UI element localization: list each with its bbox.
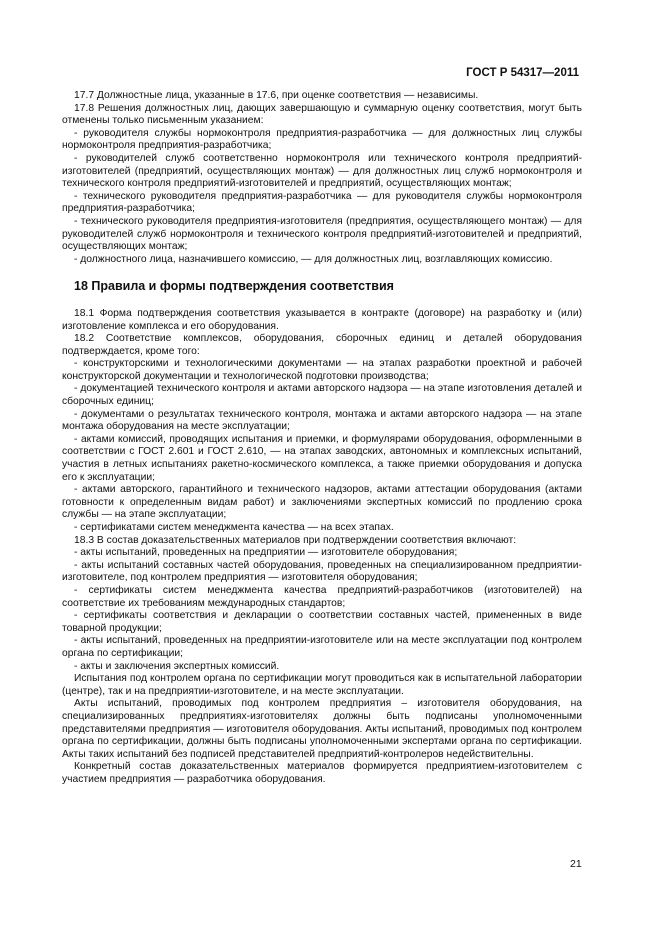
paragraph: 17.7 Должностные лица, указанные в 17.6, при оценке соответствия — независимы. (74, 90, 479, 101)
paragraph: Конкретный состав доказательственных материалов формируется предприятием-изготовителем с участием предприятия — разработчика оборудования. (62, 761, 582, 785)
list-item: - акты испытаний составных частей оборудования, проведенных на специализированном предприятии-изготовителе, под контролем предприятия — изготовителя оборудования; (62, 559, 582, 584)
list-item: - актами авторского, гарантийного и технического надзоров, актами аттестации оборудования (актами готовности к определенным видам работ) и заключениями экспертных комиссий по продлению срока службы — на этапе эксплуатации; (62, 484, 582, 521)
list-item: - акты испытаний, проведенных на предприятии-изготовителе или на месте эксплуатации под контролем органа по сертификации; (62, 635, 582, 659)
list-item: - руководителя службы нормоконтроля предприятия-разработчика — для должностных лиц службы нормоконтроля предприятия-разработчика; (62, 127, 582, 152)
paragraph: 18.1 Форма подтверждения соответствия указывается в контракте (договоре) на разработку и (или) изготовление комплекса и его оборудования. (62, 307, 582, 332)
paragraph: Акты испытаний, проводимых под контролем предприятия – изготовителя оборудования, на специализированных предприятиях-изготовителях должны быть подписаны уполномоченными представителями предприятия — изготовителя оборудования. Акты испытаний, проводимых под контролем органа по сертификации, должны быть подписаны уполномоченными экспертами органа по сертификации. Акты таких испытаний без подписей представителей предприятий-контролеров недействительны. (62, 698, 582, 760)
paragraph: Испытания под контролем органа по сертификации могут проводиться как в испытательной лаборатории (центре), так и на предприятии-изготовителе, и на месте эксплуатации. (62, 673, 582, 697)
paragraph: 18.3 В состав доказательственных материалов при подтверждении соответствия включают: (74, 534, 517, 546)
list-item: - технического руководителя предприятия-разработчика — для руководителя службы нормоконтроля предприятия-разработчика; (62, 190, 582, 215)
list-item: - документами о результатах технического контроля, монтажа и актами авторского надзора — на этапе монтажа оборудования на месте эксплуатации; (62, 408, 582, 433)
list-item: - технического руководителя предприятия-изготовителя (предприятия, осуществляющего монтаж) — для руководителей служб нормоконтроля и технического контроля предприятий-изготовителей и предприятий, осуществляющих монтаж; (62, 215, 582, 253)
page-content (62, 90, 582, 786)
list-item: - сертификаты соответствия и декларации о соответствии составных частей, примененных в виде товарной продукции; (62, 610, 582, 634)
list-item: - должностного лица, назначившего комиссию, — для должностных лиц, возглавляющих комиссию. (74, 253, 553, 265)
list-item: - конструкторскими и технологическими документами — на этапах разработки проектной и рабочей конструкторской документации и технологической подготовки производства; (62, 358, 582, 382)
list-item: - акты испытаний, проведенных на предприятии — изготовителе оборудования; (74, 547, 458, 559)
list-item: - документацией технического контроля и актами авторского надзора — на этапе изготовления деталей и сборочных единиц; (62, 383, 582, 408)
section-title: 18 Правила и формы подтверждения соответствия (74, 279, 394, 294)
document-header: ГОСТ Р 54317—2011 (466, 67, 579, 79)
list-item: - руководителей служб соответственно нормоконтроля или технического контроля предприятий-изготовителей (предприятий, осуществляющих монтаж) — для должностных лиц служб нормоконтроля и технического контроля предприятий-изготовителей и предприятий, осуществляющих монтаж; (62, 152, 582, 190)
list-item: - сертификаты систем менеджмента качества предприятий-разработчиков (изготовителей) на соответствие их требованиям международных стандартов; (62, 584, 582, 609)
list-item: - актами комиссий, проводящих испытания и приемки, и формулярами оборудования, оформленными в соответствии с ГОСТ 2.601 и ГОСТ 2.610, — на этапах заводских, автономных и комплексных испытаний, участия в летных испытаниях ракетно-космического комплекса, а также приемки оборудования и допуска его к эксплуатации; (62, 433, 582, 483)
list-item: - сертификатами систем менеджмента качества — на всех этапах. (74, 522, 394, 533)
list-item: - акты и заключения экспертных комиссий. (74, 660, 280, 672)
paragraph: 18.2 Соответствие комплексов, оборудования, сборочных единиц и деталей оборудования подтверждается, кроме того: (62, 333, 582, 357)
page-number: 21 (570, 858, 582, 870)
paragraph: 17.8 Решения должностных лиц, дающих завершающую и суммарную оценку соответствия, могут быть отменены только письменным указанием: (62, 102, 582, 127)
